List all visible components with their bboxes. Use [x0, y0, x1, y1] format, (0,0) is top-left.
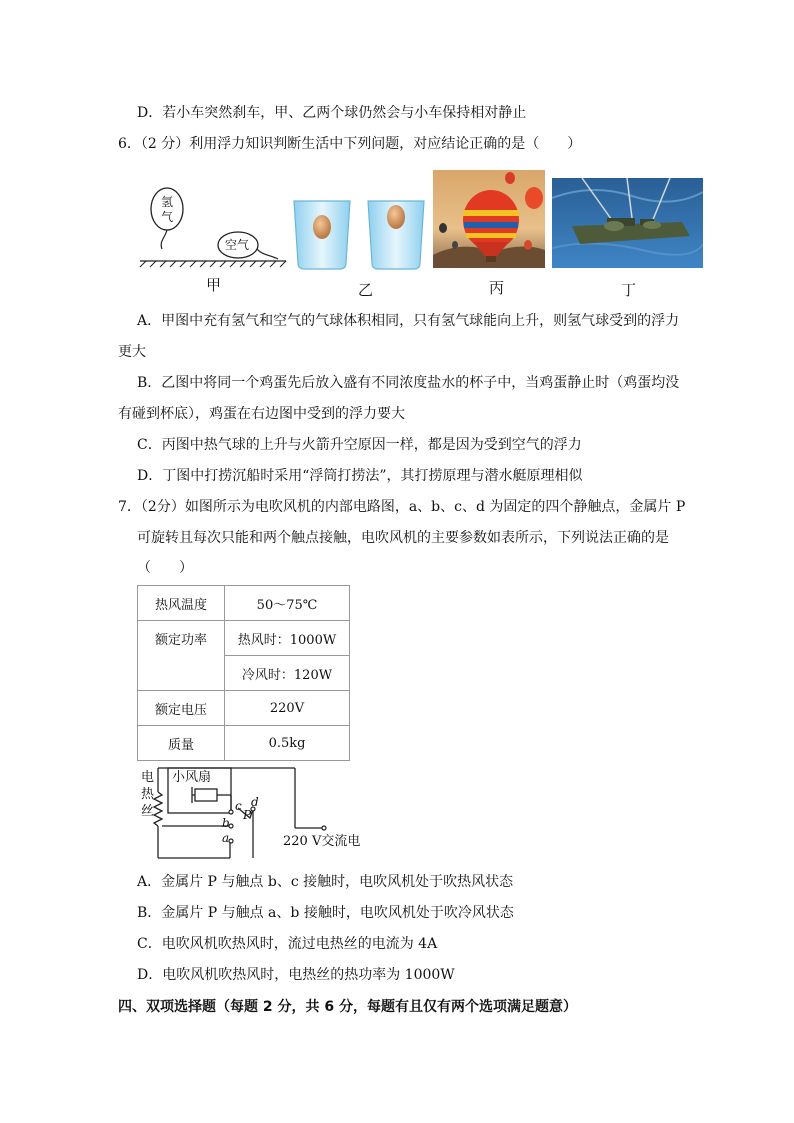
egg-right: [387, 205, 405, 229]
hair-dryer-spec-table: [137, 585, 350, 761]
heater-label-3: 丝: [141, 804, 155, 819]
q6-option-c: C．丙图中热气球的上升与火箭升空原因一样，都是因为受到空气的浮力: [137, 437, 582, 453]
contact-b-label: b: [222, 816, 230, 830]
fan-motor: [195, 789, 217, 801]
q6-option-a-line1: A．甲图中充有氢气和空气的气球体积相同，只有氢气球能向上升，则氢气球受到的浮力: [137, 313, 680, 329]
air-label: 空气: [225, 238, 250, 252]
table-row: [138, 586, 350, 621]
supply-label: 220 V交流电: [283, 834, 361, 849]
q7-option-a: A．金属片 P 与触点 b、c 接触时，电吹风机处于吹热风状态: [137, 874, 514, 890]
table-row: [138, 621, 350, 656]
q6-option-d: D．丁图中打捞沉船时采用“浮筒打捞法”，其打捞原理与潜水艇原理相似: [137, 468, 583, 484]
hot-air-balloon-photo-bing: [433, 170, 545, 268]
heating-wire-resistor: [154, 792, 162, 826]
section-four-heading: 四、双项选择题（每题 2 分，共 6 分，每题有且仅有两个选项满足题意）: [118, 999, 577, 1015]
spec-value: 冷风时：120W: [225, 656, 350, 691]
q7-option-b: B．金属片 P 与触点 a、b 接触时，电吹风机处于吹冷风状态: [137, 905, 514, 921]
contact-c-label: c: [235, 799, 242, 813]
q7-stem-line3: （ ）: [137, 560, 193, 576]
contact-a-label: a: [222, 831, 230, 845]
spec-key: 质量: [138, 726, 225, 761]
supply-terminal-top: [322, 826, 326, 830]
contact-c: [229, 810, 233, 814]
hydrogen-balloon-string: [161, 230, 167, 249]
spec-key: 额定电压: [138, 691, 225, 726]
q7-option-d: D．电吹风机吹热风时，电热丝的热功率为 1000W: [137, 967, 455, 983]
metal-piece-p-label: P: [243, 808, 252, 822]
caption-jia: 甲: [206, 276, 222, 294]
caption-yi: 乙: [358, 281, 374, 299]
q7-stem-line1: 7．（2分）如图所示为电吹风机的内部电路图，a、b、c、d 为固定的四个静触点，金属片 P: [118, 499, 686, 515]
spec-value: 热风时：1000W: [225, 621, 350, 656]
caption-bing: 丙: [489, 279, 505, 297]
spec-key: 额定功率: [138, 621, 225, 691]
salvage-photo-ding: [552, 178, 703, 268]
table-row: [138, 726, 350, 761]
egg-left: [313, 215, 331, 239]
hydrogen-label-1: 氢: [161, 195, 174, 209]
q7-option-c: C．电吹风机吹热风时，流过电热丝的电流为 4A: [137, 936, 438, 952]
spec-key: 热风温度: [138, 586, 225, 621]
spec-value: 0.5kg: [225, 726, 350, 761]
heater-label-1: 电: [141, 770, 155, 785]
q6-option-b-line2: 有碰到杯底），鸡蛋在右边图中受到的浮力要大: [118, 406, 405, 422]
q6-option-b-line1: B．乙图中将同一个鸡蛋先后放入盛有不同浓度盐水的杯子中，当鸡蛋静止时（鸡蛋均没: [137, 375, 680, 391]
spec-value: 220V: [225, 691, 350, 726]
q6-stem: 6．（2 分）利用浮力知识判断生活中下列问题，对应结论正确的是（ ）: [118, 136, 582, 152]
heater-label-2: 热: [141, 787, 155, 802]
contact-a: [229, 839, 233, 843]
table-row: [138, 691, 350, 726]
caption-ding: 丁: [621, 281, 637, 299]
air-balloon-string: [257, 249, 278, 259]
q7-stem-line2: 可旋转且每次只能和两个触点接触，电吹风机的主要参数如表所示，下列说法正确的是: [137, 530, 669, 546]
spec-value: 50～75℃: [225, 586, 350, 621]
egg-cups-figure-yi: [290, 195, 430, 275]
q5-option-d: D．若小车突然刹车，甲、乙两个球仍然会与小车保持相对静止: [137, 105, 527, 121]
ground-hatching: [140, 261, 286, 267]
contact-d-label: d: [251, 795, 259, 809]
q6-option-a-line2: 更大: [118, 344, 146, 360]
hydrogen-label-2: 气: [161, 210, 174, 224]
fan-label: 小风扇: [172, 770, 212, 785]
